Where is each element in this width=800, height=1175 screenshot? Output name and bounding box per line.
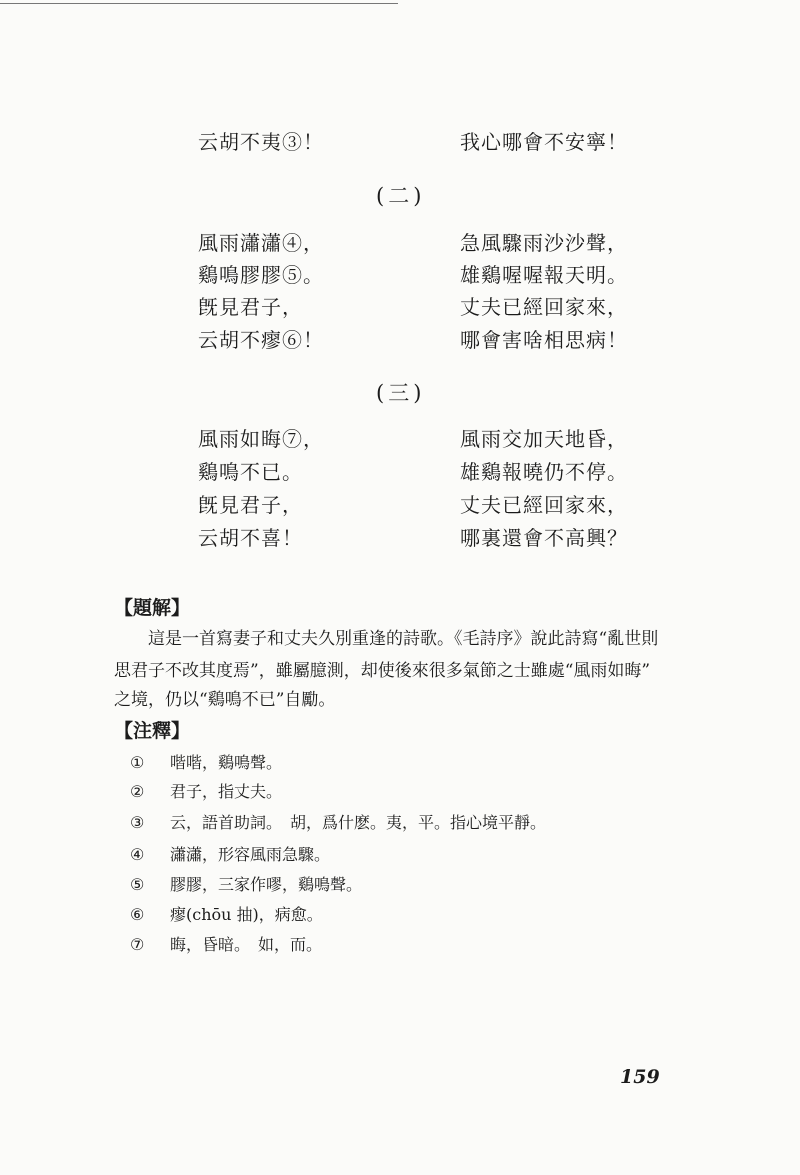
- poem-line-right: 雄鷄喔喔報天明。: [460, 263, 628, 287]
- poem-line-right: 風雨交加天地昏，: [460, 427, 628, 451]
- note-number: ①: [130, 753, 145, 772]
- poem-line-right: 雄鷄報曉仍不停。: [460, 460, 628, 484]
- note-text: 君子，指丈夫。: [170, 782, 283, 801]
- note-item: [130, 872, 362, 895]
- notes-heading: 【注釋】: [114, 720, 191, 742]
- explanation-line: 這是一首寫妻子和丈夫久別重逢的詩歌。《毛詩序》說此詩寫“亂世則: [114, 629, 659, 649]
- poem-line-left: 旣見君子，: [198, 493, 303, 517]
- stanza-heading: (三): [376, 381, 426, 405]
- poem-line-left: 云胡不夷③！: [198, 130, 324, 154]
- note-item: [130, 750, 282, 773]
- note-text: 瘳(chōu 抽)，病愈。: [170, 905, 323, 924]
- note-number: ⑤: [130, 875, 145, 894]
- page-number: 159: [620, 1066, 660, 1088]
- note-text: 膠膠，三家作嘐，鷄鳴聲。: [170, 875, 363, 894]
- poem-line-right: 急風驟雨沙沙聲，: [460, 231, 628, 255]
- note-text: 瀟瀟，形容風雨急驟。: [170, 845, 331, 864]
- note-text: 晦，昏暗。 如，而。: [170, 935, 323, 954]
- note-number: ④: [130, 845, 145, 864]
- poem-line-left: 風雨瀟瀟④，: [198, 231, 324, 255]
- explanation-heading: 【題解】: [114, 597, 191, 619]
- note-number: ⑦: [130, 935, 145, 954]
- note-item: [130, 842, 330, 865]
- poem-line-left: 云胡不喜！: [198, 526, 303, 550]
- poem-line-left: 鷄鳴不已。: [198, 460, 303, 484]
- stanza-heading: (二): [376, 184, 426, 208]
- note-item: [130, 902, 323, 925]
- poem-line-right: 丈夫已經回家來，: [460, 493, 628, 517]
- note-number: ②: [130, 782, 145, 801]
- note-text: 云，語首助詞。 胡，爲什麽。夷，平。指心境平靜。: [170, 813, 547, 832]
- note-text: 喈喈，鷄鳴聲。: [170, 753, 283, 772]
- top-rule: [0, 3, 398, 4]
- note-item: [130, 810, 546, 833]
- explanation-line: 思君子不改其度焉”，雖屬臆測，却使後來很多氣節之士雖處“風雨如晦”: [114, 661, 651, 681]
- poem-line-right: 哪會害啥相思病！: [460, 328, 628, 352]
- poem-line-right: 丈夫已經回家來，: [460, 295, 628, 319]
- note-item: [130, 932, 322, 955]
- poem-line-left: 旣見君子，: [198, 295, 303, 319]
- poem-line-right: 哪裏還會不高興？: [460, 526, 628, 550]
- poem-line-left: 風雨如晦⑦，: [198, 427, 324, 451]
- note-item: [130, 779, 282, 802]
- poem-line-left: 鷄鳴膠膠⑤。: [198, 263, 324, 287]
- poem-line-right: 我心哪會不安寧！: [460, 130, 628, 154]
- explanation-line: 之境，仍以“鷄鳴不已”自勵。: [114, 690, 336, 710]
- note-number: ⑥: [130, 905, 145, 924]
- poem-line-left: 云胡不瘳⑥！: [198, 328, 324, 352]
- note-number: ③: [130, 813, 145, 832]
